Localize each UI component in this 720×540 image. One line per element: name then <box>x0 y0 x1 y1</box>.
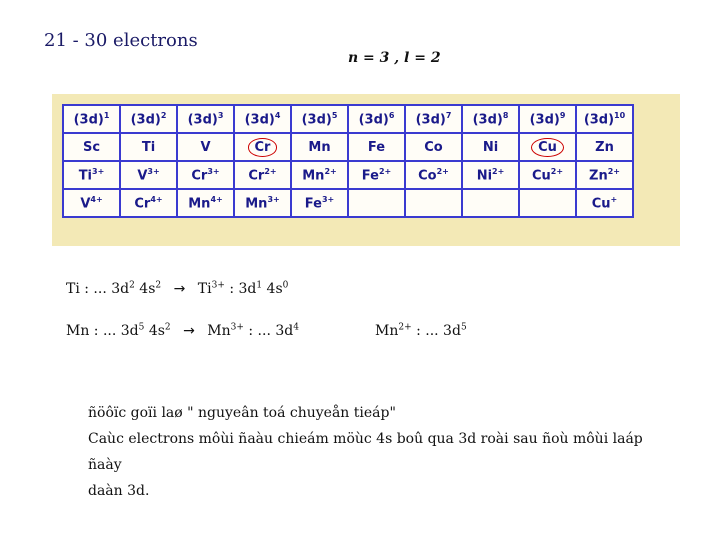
table-row <box>63 189 633 217</box>
mn-config-line <box>66 322 299 339</box>
quantum-numbers: n = 3 , l = 2 <box>348 50 441 66</box>
ion-cell: $Ni^{2+}$ <box>462 161 519 189</box>
note-line-3: daàn 3d. <box>88 483 150 499</box>
config-cell: $(3d)^{10}$ <box>576 105 633 133</box>
config-cell: $(3d)^7$ <box>405 105 462 133</box>
table-row <box>63 105 633 133</box>
mn2-config: $Mn^{2+}$ : ... $3d^5$ <box>375 322 467 339</box>
mn3-config: $Mn^{3+}$ : ... $3d^4$ <box>207 322 299 339</box>
ion-cell: $Zn^{2+}$ <box>576 161 633 189</box>
element-cell: Zn <box>576 133 633 161</box>
ion-cell: $Cr^{4+}$ <box>120 189 177 217</box>
table-row <box>63 133 633 161</box>
note-line-2: Caùc electrons môùi ñaàu chieám möùc 4s boû qua 3d roài sau ñoù môùi laáp ñaày <box>88 431 643 473</box>
config-cell: $(3d)^8$ <box>462 105 519 133</box>
ion-cell <box>348 189 405 217</box>
ion-cell <box>405 189 462 217</box>
ion-cell <box>462 189 519 217</box>
element-cell <box>234 133 291 161</box>
ion-cell: $Fe^{2+}$ <box>348 161 405 189</box>
ion-cell: $Mn^{4+}$ <box>177 189 234 217</box>
ion-cell: $Mn^{2+}$ <box>291 161 348 189</box>
ion-cell: $Cr^{3+}$ <box>177 161 234 189</box>
ion-cell: $Fe^{3+}$ <box>291 189 348 217</box>
mn-config: Mn : ... $3d^5$ $4s^2$ <box>66 322 171 339</box>
config-cell: $(3d)^2$ <box>120 105 177 133</box>
element-cell: Sc <box>63 133 120 161</box>
ion-cell: $Mn^{3+}$ <box>234 189 291 217</box>
config-cell: $(3d)^9$ <box>519 105 576 133</box>
ion-cell <box>519 189 576 217</box>
element-cell: V <box>177 133 234 161</box>
element-cell: Co <box>405 133 462 161</box>
electron-config-table <box>62 104 634 218</box>
config-cell: $(3d)^5$ <box>291 105 348 133</box>
ion-cell: $Co^{2+}$ <box>405 161 462 189</box>
ion-cell: $Cu^{2+}$ <box>519 161 576 189</box>
config-cell: $(3d)^4$ <box>234 105 291 133</box>
element-cell: Ti <box>120 133 177 161</box>
page-title: 21 - 30 electrons <box>44 30 198 51</box>
arrow-icon: → <box>183 322 195 339</box>
element-cell: Ni <box>462 133 519 161</box>
ion-cell: $V^{3+}$ <box>120 161 177 189</box>
note-line-1: ñöôïc goïi laø " nguyeân toá chuyeån tieáp" <box>88 405 396 421</box>
ti-config: Ti : ... $3d^2$ $4s^2$ <box>66 280 162 297</box>
ion-cell: $Ti^{3+}$ <box>63 161 120 189</box>
config-cell: $(3d)^1$ <box>63 105 120 133</box>
config-cell: $(3d)^6$ <box>348 105 405 133</box>
circled-element: Cr <box>248 138 278 157</box>
ti3-config: $Ti^{3+}$ : $3d^1$ $4s^0$ <box>197 280 289 297</box>
ion-cell: Cu+ <box>576 189 633 217</box>
ti-config-line <box>66 280 288 297</box>
ion-cell: $V^{4+}$ <box>63 189 120 217</box>
arrow-icon: → <box>173 280 186 297</box>
element-cell: Mn <box>291 133 348 161</box>
element-cell: Fe <box>348 133 405 161</box>
table-row <box>63 161 633 189</box>
ion-cell: $Cr^{2+}$ <box>234 161 291 189</box>
config-cell: $(3d)^3$ <box>177 105 234 133</box>
note-text <box>88 400 648 504</box>
circled-element: Cu <box>531 138 564 157</box>
element-cell <box>519 133 576 161</box>
